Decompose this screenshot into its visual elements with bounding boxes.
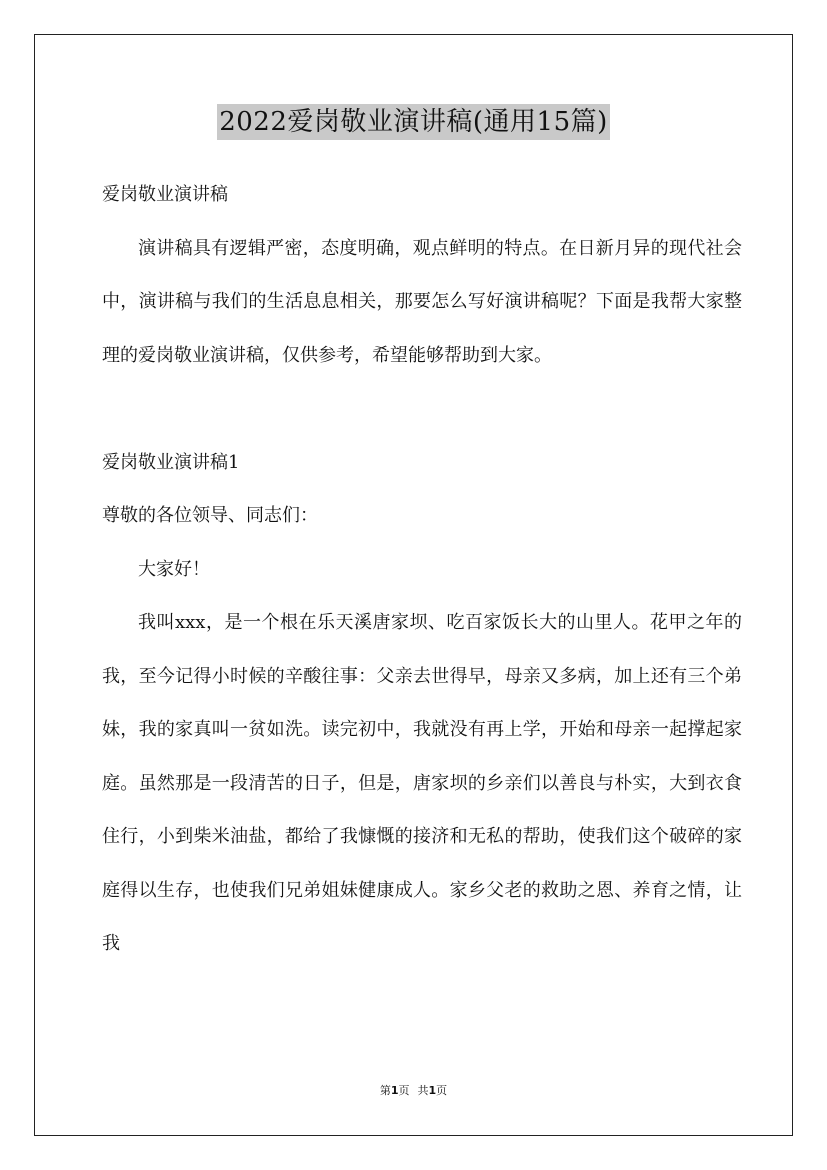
- document-title: 2022爱岗敬业演讲稿(通用15篇): [217, 104, 610, 140]
- footer-total-suffix: 页: [436, 1084, 448, 1097]
- document-body: [102, 168, 742, 971]
- footer-page-total: 1: [428, 1084, 437, 1097]
- footer-page-suffix: 页: [398, 1084, 410, 1097]
- footer-page-current: 1: [390, 1084, 399, 1097]
- section-heading: 爱岗敬业演讲稿: [102, 184, 228, 205]
- footer-total-prefix: 共: [417, 1084, 429, 1097]
- speech-heading: 爱岗敬业演讲稿1: [102, 451, 240, 473]
- intro-paragraph: 演讲稿具有逻辑严密，态度明确，观点鲜明的特点。在日新月异的现代社会中，演讲稿与我们的生活息息相关，那要怎么写好演讲稿呢？下面是我帮大家整理的爱岗敬业演讲稿，仅供参考，希望能够帮助到大家。: [102, 237, 742, 366]
- greeting-line: 大家好！: [138, 558, 210, 580]
- blank-line: [102, 382, 742, 436]
- page-footer: [0, 1083, 827, 1099]
- footer-page-prefix: 第: [379, 1084, 391, 1097]
- body-paragraph: 我叫xxx，是一个根在乐天溪唐家坝、吃百家饭长大的山里人。花甲之年的我，至今记得小时候的辛酸往事：父亲去世得早，母亲又多病，加上还有三个弟妹，我的家真叫一贫如洗。读完初中，我就没有再上学，开始和母亲一起撑起家庭。虽然那是一段清苦的日子，但是，唐家坝的乡亲们以善良与朴实，大到衣食住行，小到柴米油盐，都给了我慷慨的接济和无私的帮助，使我们这个破碎的家庭得以生存，也使我们兄弟姐妹健康成人。家乡父老的救助之恩、养育之情，让我: [102, 612, 742, 954]
- salutation-line: 尊敬的各位领导、同志们：: [102, 505, 318, 526]
- title-container: [0, 104, 827, 140]
